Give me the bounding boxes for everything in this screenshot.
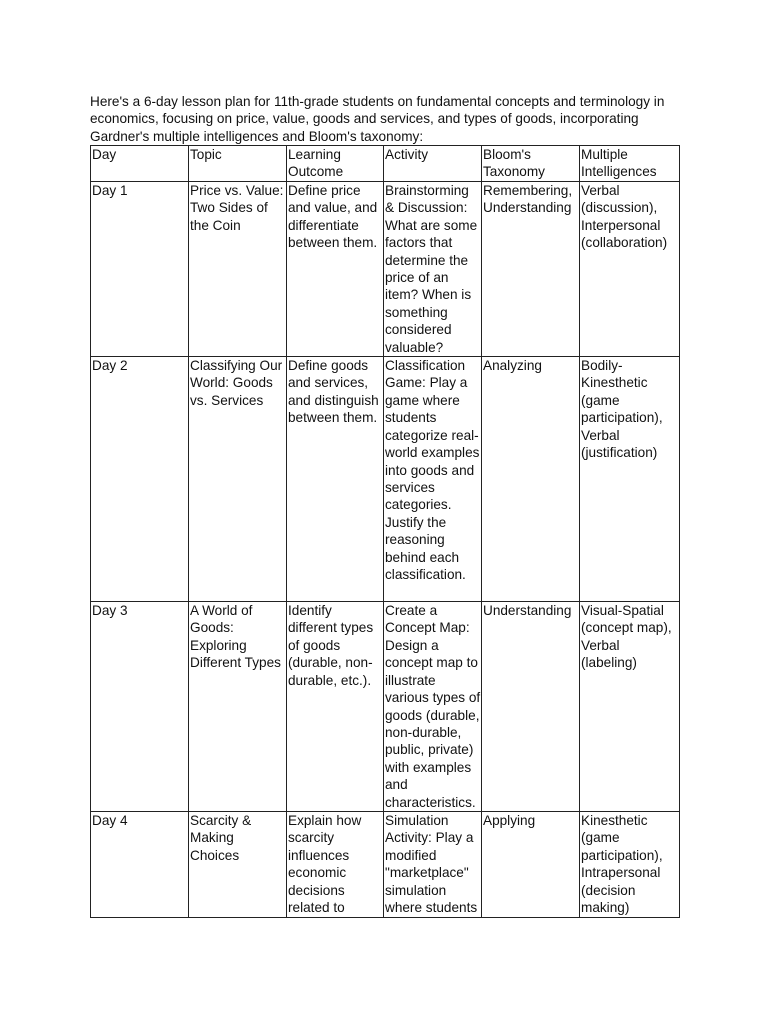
cell-blooms-taxonomy: Remembering, Understanding <box>482 182 580 357</box>
header-blooms-taxonomy: Bloom's Taxonomy <box>482 146 580 182</box>
table-row <box>91 812 680 917</box>
cell-topic: Price vs. Value: Two Sides of the Coin <box>189 182 287 357</box>
table-row <box>91 182 680 357</box>
cell-day: Day 2 <box>91 357 189 602</box>
cell-day: Day 4 <box>91 812 189 917</box>
table-row <box>91 602 680 812</box>
cell-activity: Simulation Activity: Play a modified "marketplace" simulation where students <box>384 812 482 917</box>
cell-learning-outcome: Explain how scarcity influences economic decisions related to <box>287 812 384 917</box>
header-topic: Topic <box>189 146 287 182</box>
cell-activity: Create a Concept Map: Design a concept map to illustrate various types of goods (durable, non-durable, public, private) with examples and characteristics. <box>384 602 482 812</box>
cell-multiple-intelligences: Bodily-Kinesthetic (game participation), Verbal (justification) <box>580 357 680 602</box>
cell-learning-outcome: Identify different types of goods (durable, non-durable, etc.). <box>287 602 384 812</box>
header-day: Day <box>91 146 189 182</box>
header-activity: Activity <box>384 146 482 182</box>
cell-learning-outcome: Define price and value, and differentiate between them. <box>287 182 384 357</box>
cell-multiple-intelligences: Visual-Spatial (concept map), Verbal (labeling) <box>580 602 680 812</box>
cell-blooms-taxonomy: Applying <box>482 812 580 917</box>
cell-day: Day 3 <box>91 602 189 812</box>
cell-blooms-taxonomy: Understanding <box>482 602 580 812</box>
cell-topic: A World of Goods: Exploring Different Types <box>189 602 287 812</box>
header-learning-outcome: Learning Outcome <box>287 146 384 182</box>
cell-multiple-intelligences: Kinesthetic (game participation), Intrapersonal (decision making) <box>580 812 680 917</box>
cell-activity: Brainstorming & Discussion: What are some factors that determine the price of an item? When is something considered valuable? <box>384 182 482 357</box>
cell-day: Day 1 <box>91 182 189 357</box>
cell-learning-outcome: Define goods and services, and distinguish between them. <box>287 357 384 602</box>
cell-topic: Classifying Our World: Goods vs. Services <box>189 357 287 602</box>
lesson-plan-table <box>90 145 680 918</box>
header-multiple-intelligences: Multiple Intelligences <box>580 146 680 182</box>
intro-paragraph: Here's a 6-day lesson plan for 11th-grade students on fundamental concepts and terminology in economics, focusing on price, value, goods and services, and types of goods, incorporating Gardner's multiple intelligences and Bloom's taxonomy: <box>90 94 665 144</box>
table-header-row <box>91 146 680 182</box>
cell-activity: Classification Game: Play a game where students categorize real-world examples into goods and services categories. Justify the reasoning behind each classification. <box>384 357 482 602</box>
cell-blooms-taxonomy: Analyzing <box>482 357 580 602</box>
table-row <box>91 357 680 602</box>
cell-topic: Scarcity & Making Choices <box>189 812 287 917</box>
cell-multiple-intelligences: Verbal (discussion), Interpersonal (collaboration) <box>580 182 680 357</box>
